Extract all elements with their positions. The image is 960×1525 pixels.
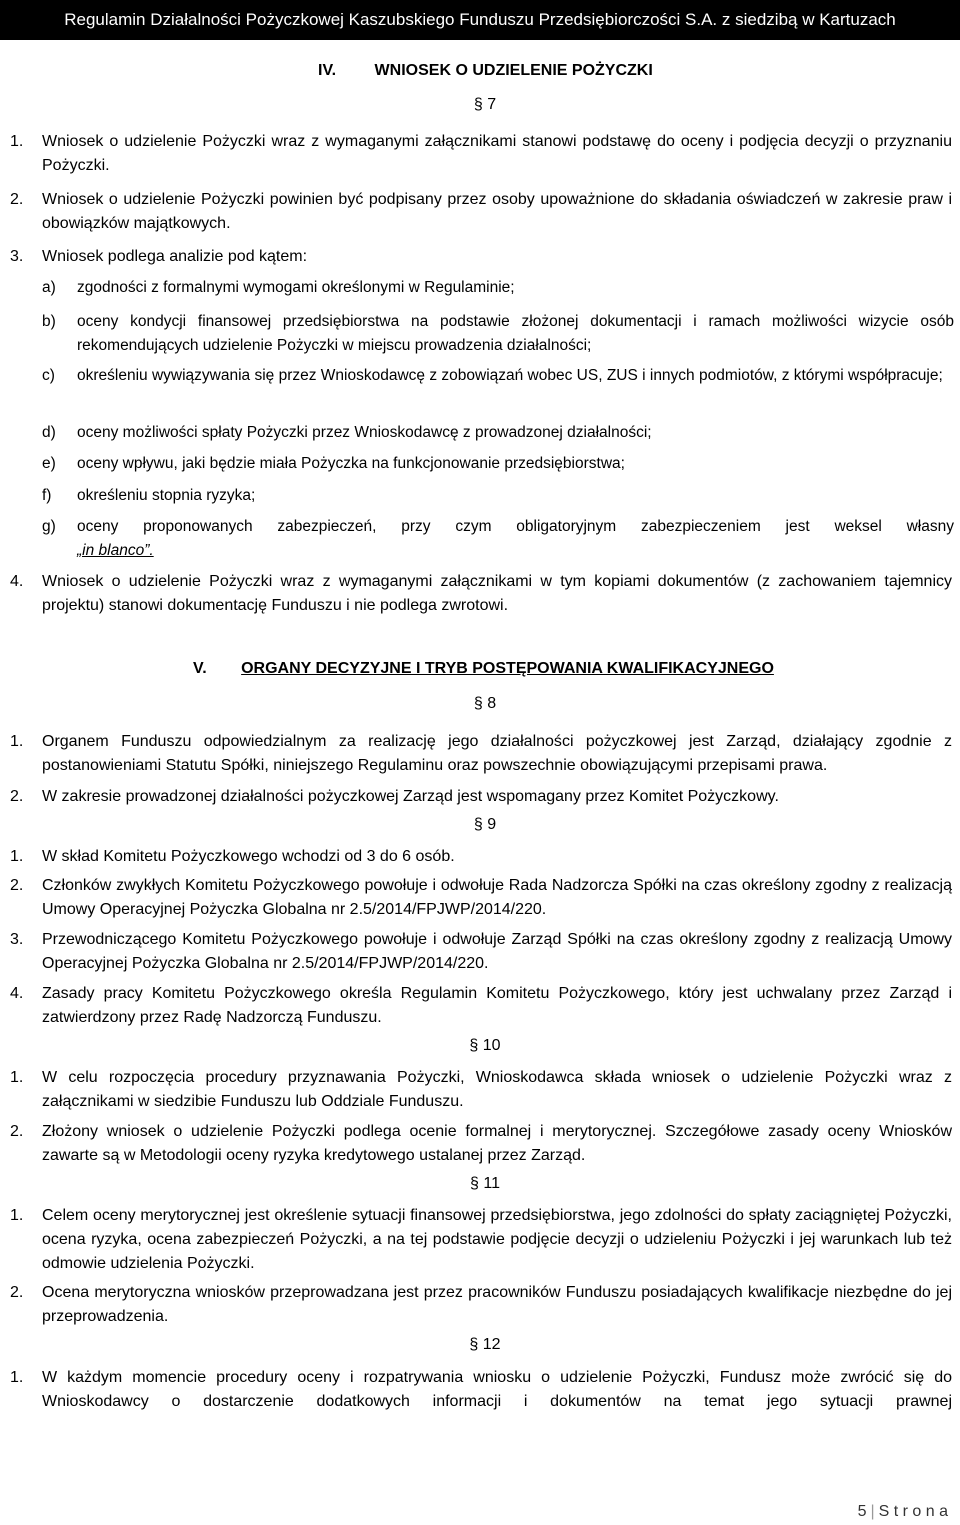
list-item — [10, 188, 952, 236]
sub-item — [42, 421, 954, 445]
item-text: Wniosek o udzielenie Pożyczki wraz z wymaganymi załącznikami w tym kopiami dokumentów (z zachowaniem tajemnicy projektu) stanowi dokumentację Funduszu i nie podlega zwrotowi. — [42, 573, 952, 614]
item-text: Złożony wniosek o udzielenie Pożyczki podlega ocenie formalnej i merytorycznej. Szczegółowe zasady oceny Wniosków zawarte są w Metodologii oceny ryzyka kredytowego ustalanej przez Zarząd. — [42, 1123, 952, 1164]
sub-item-text: oceny kondycji finansowej przedsiębiorstwa na podstawie złożonej dokumentacji i ramach możliwości wizycie osób rekomendujących udzielenie Pożyczki w miejscu prowadzenia działalności; — [77, 313, 954, 354]
list-item — [10, 1066, 952, 1114]
section-iv-heading — [318, 62, 653, 80]
header-title: Regulamin Działalności Pożyczkowej Kaszubskiego Funduszu Przedsiębiorczości S.A. z siedzibą w Kartuzach — [64, 10, 896, 29]
item-number: 1. — [10, 848, 24, 865]
footer-separator: | — [870, 1503, 875, 1520]
paragraph-7-mark: § 7 — [473, 96, 497, 113]
sub-item — [42, 484, 954, 508]
sub-item — [42, 276, 954, 300]
paragraph-10-mark: § 10 — [469, 1037, 501, 1054]
item-number: 1. — [10, 1207, 24, 1224]
item-text: Członków zwykłych Komitetu Pożyczkowego powołuje i odwołuje Rada Nadzorcza Spółki na czas określony zgodny z realizacją Umowy Operacyjnej Pożyczka Globalna nr 2.5/2014/FPJWP/2014/220. — [42, 877, 952, 918]
item-number: 1. — [10, 1069, 24, 1086]
section-v-heading — [193, 660, 774, 678]
item-text: Wniosek podlega analizie pod kątem: — [42, 248, 308, 265]
sub-item-letter: b) — [42, 313, 56, 330]
list-item — [10, 785, 952, 809]
item-text: W celu rozpoczęcia procedury przyznawania Pożyczki, Wnioskodawca składa wniosek o udzielenie Pożyczki wraz z załącznikami w siedzibie Funduszu lub Oddziale Funduszu. — [42, 1069, 952, 1110]
section-title: WNIOSEK O UDZIELENIE POŻYCZKI — [374, 62, 653, 79]
sub-item-text: oceny wpływu, jaki będzie miała Pożyczka na funkcjonowanie przedsiębiorstwa; — [77, 455, 625, 472]
list-item — [10, 245, 952, 269]
list-item — [10, 1281, 952, 1329]
item-number: 2. — [10, 191, 24, 208]
list-item — [10, 982, 952, 1030]
sub-item — [42, 515, 954, 563]
item-text: Zasady pracy Komitetu Pożyczkowego określa Regulamin Komitetu Pożyczkowego, który jest uchwalany przez Zarząd i zatwierdzony przez Radę Nadzorczą Funduszu. — [42, 985, 952, 1026]
list-item — [10, 570, 952, 618]
list-item — [10, 1366, 952, 1414]
sub-item-letter: g) — [42, 518, 56, 535]
paragraph-9-mark: § 9 — [473, 816, 497, 833]
page-footer — [858, 1503, 948, 1521]
sub-item-letter: c) — [42, 367, 55, 384]
page-label: S t r o n a — [878, 1503, 948, 1520]
running-header — [0, 0, 960, 40]
item-text: Celem oceny merytorycznej jest określenie sytuacji finansowej przedsiębiorstwa, jego zdolności do spłaty zaciągniętej Pożyczki, ocena ryzyka, ocena zabezpieczeń Pożyczki, a na tej podstawie podjęcie decyzji o udzieleniu Pożyczki i jej warunkach lub też odmowie udzielenia Pożyczki. — [42, 1207, 952, 1272]
section-number: V. — [193, 660, 207, 677]
sub-item-letter: e) — [42, 455, 56, 472]
section-title: ORGANY DECYZYJNE I TRYB POSTĘPOWANIA KWALIFIKACYJNEGO — [241, 660, 774, 677]
sub-item — [42, 310, 954, 358]
list-item — [10, 874, 952, 922]
item-text: Organem Funduszu odpowiedzialnym za realizację jego działalności pożyczkowej jest Zarząd, działający zgodnie z postanowieniami Statutu Spółki, niniejszego Regulaminu oraz powszechnie obowiązującymi przepisami prawa. — [42, 733, 952, 774]
sub-item-letter: d) — [42, 424, 56, 441]
item-number: 2. — [10, 788, 24, 805]
item-number: 3. — [10, 248, 24, 265]
paragraph-8-mark: § 8 — [473, 695, 497, 712]
item-number: 2. — [10, 1284, 24, 1301]
item-text: W skład Komitetu Pożyczkowego wchodzi od 3 do 6 osób. — [42, 848, 455, 865]
item-text: Ocena merytoryczna wniosków przeprowadzana jest przez pracowników Funduszu posiadających kwalifikacje niezbędne do jej przeprowadzenia. — [42, 1284, 952, 1325]
item-text: Wniosek o udzielenie Pożyczki powinien być podpisany przez osoby upoważnione do składania oświadczeń w zakresie praw i obowiązków majątkowych. — [42, 191, 952, 232]
list-item — [10, 1204, 952, 1276]
sub-item-tail: „in blanco”. — [77, 542, 154, 559]
paragraph-11-mark: § 11 — [470, 1175, 500, 1192]
item-text: W każdym momencie procedury oceny i rozpatrywania wniosku o udzielenie Pożyczki, Fundusz może zwrócić się do Wnioskodawcy o dostarczenie dodatkowych informacji i dokumentów na temat jego sytuacji prawnej — [42, 1369, 952, 1410]
sub-item — [42, 364, 954, 388]
list-item — [10, 845, 952, 869]
sub-item-text: oceny proponowanych zabezpieczeń, przy czym obligatoryjnym zabezpieczeniem jest weksel własny — [77, 518, 954, 535]
item-text: W zakresie prowadzonej działalności pożyczkowej Zarząd jest wspomagany przez Komitet Pożyczkowy. — [42, 788, 779, 805]
list-item — [10, 730, 952, 778]
item-number: 3. — [10, 931, 24, 948]
item-number: 1. — [10, 133, 24, 150]
list-item — [10, 130, 952, 178]
item-number: 2. — [10, 877, 24, 894]
item-number: 1. — [10, 733, 24, 750]
sub-item-text: określeniu stopnia ryzyka; — [77, 487, 256, 504]
item-number: 1. — [10, 1369, 24, 1386]
item-number: 2. — [10, 1123, 24, 1140]
list-item — [10, 928, 952, 976]
section-number: IV. — [318, 62, 337, 79]
item-text: Wniosek o udzielenie Pożyczki wraz z wymaganymi załącznikami stanowi podstawę do oceny i podjęcia decyzji o przyznaniu Pożyczki. — [42, 133, 952, 174]
sub-item-text: określeniu wywiązywania się przez Wnioskodawcę z zobowiązań wobec US, ZUS i innych podmiotów, z którymi współpracuje; — [77, 367, 943, 384]
sub-item-letter: f) — [42, 487, 52, 504]
list-item — [10, 1120, 952, 1168]
item-number: 4. — [10, 573, 24, 590]
sub-item-letter: a) — [42, 279, 56, 296]
sub-item — [42, 452, 954, 476]
page-number: 5 — [857, 1503, 867, 1520]
paragraph-12-mark: § 12 — [469, 1336, 501, 1353]
item-text: Przewodniczącego Komitetu Pożyczkowego powołuje i odwołuje Zarząd Spółki na czas określony zgodny z realizacją Umowy Operacyjnej Pożyczka Globalna nr 2.5/2014/FPJWP/2014/220. — [42, 931, 952, 972]
sub-item-text: zgodności z formalnymi wymogami określonymi w Regulaminie; — [77, 279, 515, 296]
item-number: 4. — [10, 985, 24, 1002]
sub-item-text: oceny możliwości spłaty Pożyczki przez Wnioskodawcę z prowadzonej działalności; — [77, 424, 652, 441]
